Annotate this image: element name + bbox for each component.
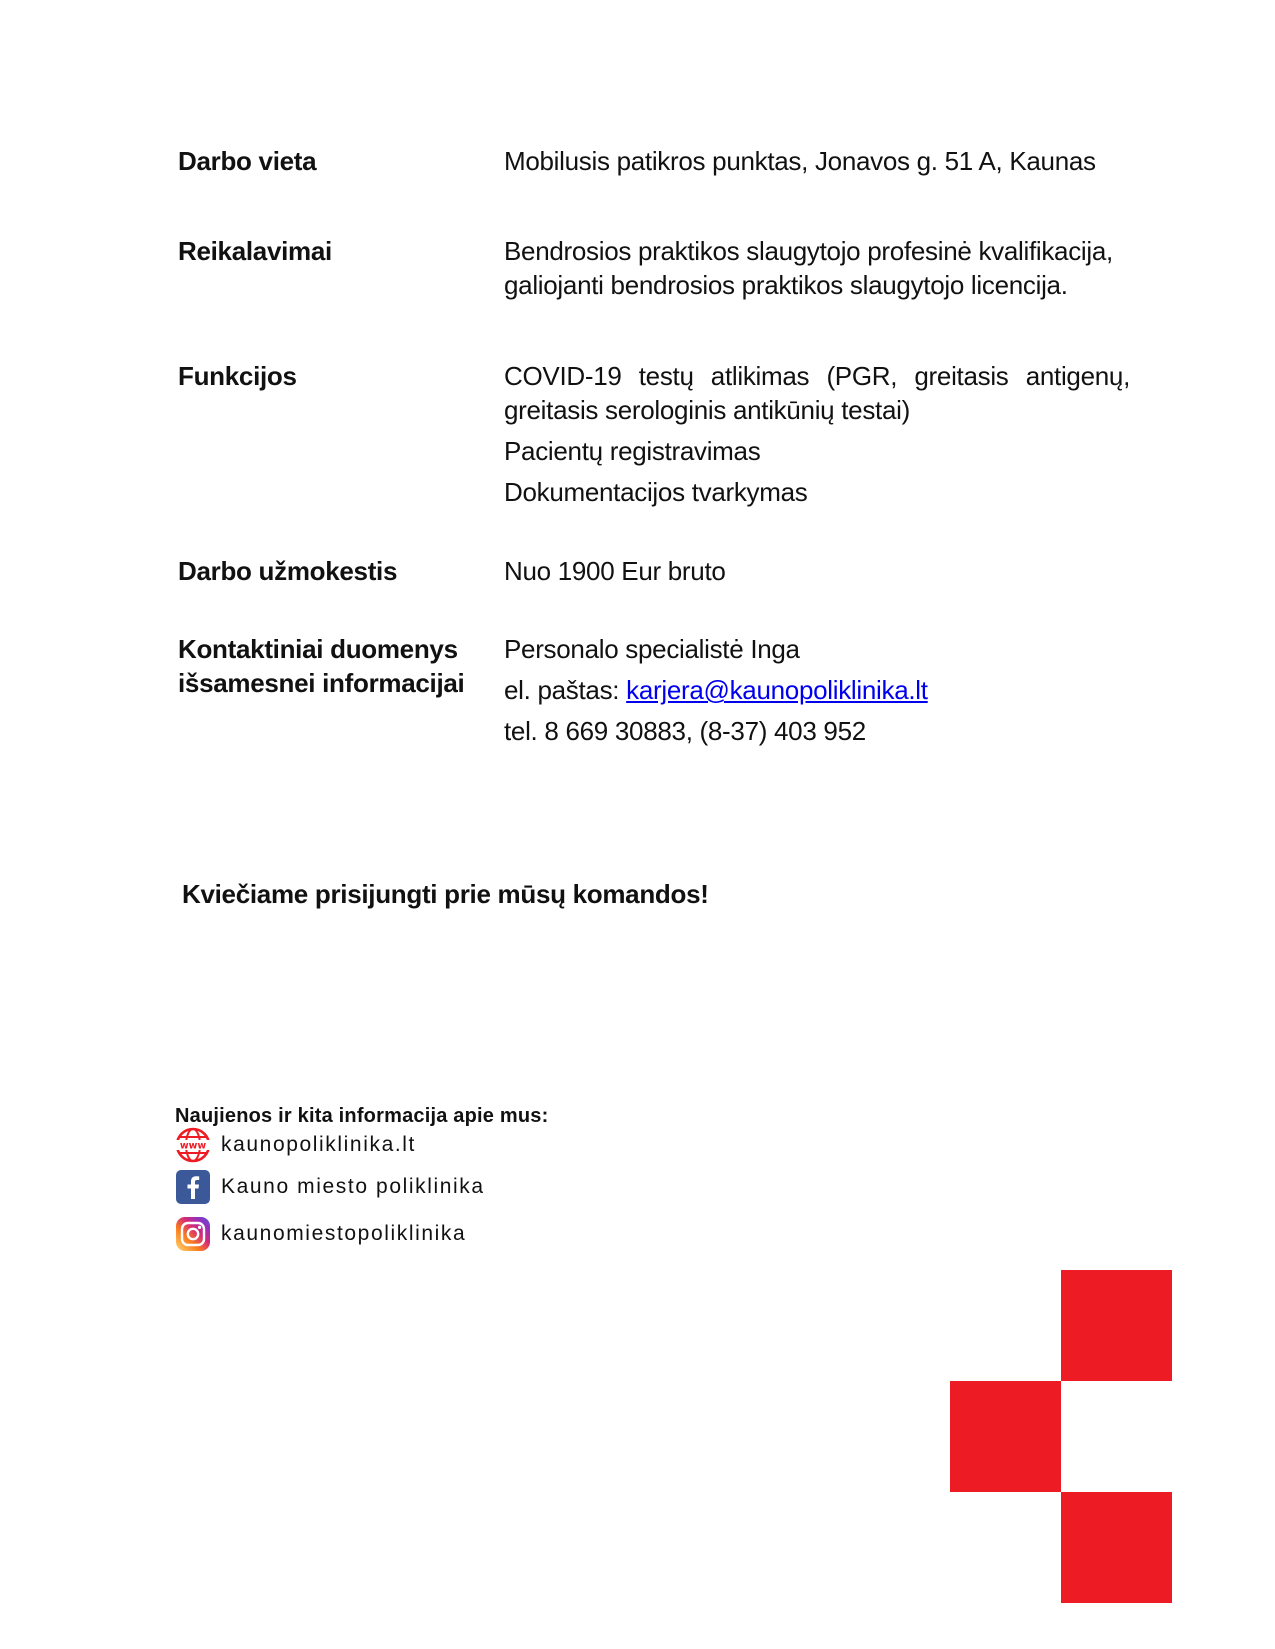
row-salary bbox=[178, 554, 1130, 588]
value-functions bbox=[504, 359, 1130, 509]
contact-email-line bbox=[504, 673, 1130, 707]
function-item: Dokumentacijos tvarkymas bbox=[504, 477, 808, 507]
function-item: COVID-19 testų atlikimas (PGR, greitasis antigenų, greitasis serologinis antikūnių testai) bbox=[504, 361, 1130, 425]
contact-phone: tel. 8 669 30883, (8-37) 403 952 bbox=[504, 716, 866, 746]
email-prefix: el. paštas: bbox=[504, 675, 627, 705]
www-globe-icon bbox=[175, 1127, 211, 1163]
label-functions: Funkcijos bbox=[178, 361, 297, 391]
label-salary: Darbo užmokestis bbox=[178, 556, 398, 586]
facebook-link[interactable] bbox=[175, 1169, 485, 1205]
website-text: kaunopoliklinika.lt bbox=[221, 1133, 416, 1156]
instagram-link[interactable] bbox=[175, 1216, 466, 1252]
function-item: Pacientų registravimas bbox=[504, 436, 761, 466]
salary-text: Nuo 1900 Eur bruto bbox=[504, 556, 726, 586]
value-contacts bbox=[504, 632, 1130, 748]
value-requirements bbox=[504, 234, 1130, 302]
contact-person: Personalo specialistė Inga bbox=[504, 634, 800, 664]
value-salary bbox=[504, 554, 1130, 588]
requirements-text: Bendrosios praktikos slaugytojo profesinė kvalifikacija, galiojanti bendrosios praktikos slaugytojo licencija. bbox=[504, 236, 1113, 300]
instagram-text: kaunomiestopoliklinika bbox=[221, 1222, 467, 1245]
work-place-text: Mobilusis patikros punktas, Jonavos g. 51 A, Kaunas bbox=[504, 146, 1096, 176]
label-contacts-line: išsamesnei informacijai bbox=[178, 668, 465, 698]
website-link[interactable] bbox=[175, 1127, 416, 1163]
brand-square bbox=[950, 1381, 1061, 1492]
footer-title: Naujienos ir kita informacija apie mus: bbox=[175, 1105, 549, 1127]
svg-text:www: www bbox=[179, 1140, 207, 1152]
row-requirements bbox=[178, 234, 1130, 302]
brand-square bbox=[1061, 1492, 1172, 1603]
invite-text: Kviečiame prisijungti prie mūsų komandos! bbox=[182, 879, 709, 909]
facebook-icon bbox=[175, 1169, 211, 1205]
brand-square bbox=[1061, 1270, 1172, 1381]
row-work-place bbox=[178, 144, 1130, 178]
label-contacts-line: Kontaktiniai duomenys bbox=[178, 634, 458, 664]
row-functions bbox=[178, 359, 1130, 509]
label-requirements: Reikalavimai bbox=[178, 236, 332, 266]
email-link[interactable]: karjera@kaunopoliklinika.lt bbox=[626, 675, 928, 705]
label-contacts bbox=[178, 632, 504, 748]
instagram-icon bbox=[175, 1216, 211, 1252]
value-work-place bbox=[504, 144, 1130, 178]
facebook-text: Kauno miesto poliklinika bbox=[221, 1175, 485, 1198]
label-work-place: Darbo vieta bbox=[178, 146, 317, 176]
row-contacts bbox=[178, 632, 1130, 748]
